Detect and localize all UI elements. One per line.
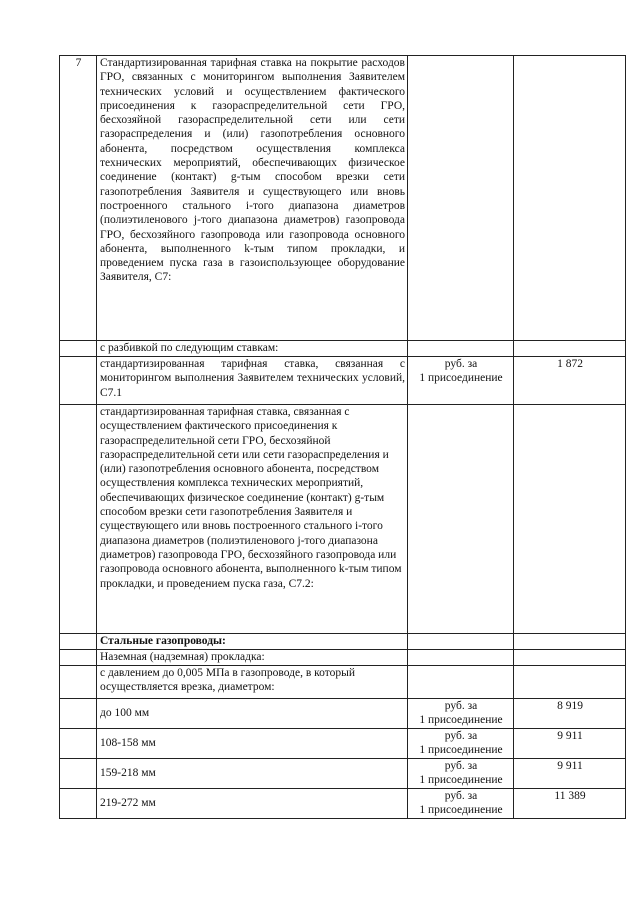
row-number: 7	[60, 56, 97, 341]
number-cell	[60, 650, 97, 666]
table-row	[60, 699, 626, 729]
row-description: 159-218 мм	[97, 759, 408, 789]
row-description: стандартизированная тарифная ставка, связанная с осуществлением фактического присоединения к газораспределительной сети ГРО, бесхозяйной газораспределительной сети или сети газораспределения и (или) газопотребления основного абонента, посредством осуществления комплекса технических мероприятий, обеспечивающих физическое соединение (контакт) g-тым способом врезки сети газопотребления Заявителя и существующего или вновь построенного стального i-того диапазона диаметров (полиэтиленового j-того диапазона диаметров) газопровода ГРО, бесхозяйного газопровода или газопровода основного абонента, выполненного k-тым типом прокладки, и проведением пуска газа, С7.2:	[97, 405, 408, 634]
unit-label: 1 присоединение	[419, 714, 503, 727]
number-cell	[60, 666, 97, 699]
number-cell	[60, 634, 97, 650]
unit-label: руб. за	[444, 760, 478, 772]
value-cell	[514, 405, 626, 634]
number-cell	[60, 759, 97, 789]
section-heading: Стальные газопроводы:	[97, 634, 408, 650]
unit-cell	[408, 650, 514, 666]
unit-label: 1 присоединение	[419, 774, 503, 787]
value-cell	[514, 666, 626, 699]
row-description: с разбивкой по следующим ставкам:	[97, 341, 408, 357]
value-cell	[514, 341, 626, 357]
unit-label: 1 присоединение	[419, 804, 503, 817]
unit-cell	[408, 729, 514, 759]
table-row	[60, 341, 626, 357]
value-cell	[514, 634, 626, 650]
table-row	[60, 789, 626, 819]
row-description: 219-272 мм	[97, 789, 408, 819]
value-cell	[514, 650, 626, 666]
number-cell	[60, 789, 97, 819]
number-cell	[60, 341, 97, 357]
unit-label: 1 присоединение	[419, 744, 503, 757]
unit-cell	[408, 56, 514, 341]
unit-label: руб. за	[444, 358, 478, 370]
unit-label: 1 присоединение	[419, 372, 503, 385]
unit-label: руб. за	[444, 790, 478, 802]
unit-cell	[408, 357, 514, 405]
unit-cell	[408, 341, 514, 357]
row-description: стандартизированная тарифная ставка, связанная с мониторингом выполнения Заявителем технических условий, С7.1	[97, 357, 408, 405]
row-description: до 100 мм	[97, 699, 408, 729]
number-cell	[60, 357, 97, 405]
number-cell	[60, 405, 97, 634]
value-cell: 9 911	[514, 729, 626, 759]
unit-cell	[408, 759, 514, 789]
row-description: Стандартизированная тарифная ставка на покрытие расходов ГРО, связанных с мониторингом выполнения Заявителем технических условий и осуществлением фактического присоединения к газораспределительной сети ГРО, бесхозяйной газораспределительной сети или сети газораспределения и (или) газопотребления основного абонента, посредством осуществления комплекса технических мероприятий, обеспечивающих физическое соединение (контакт) g-тым способом врезки сети газопотребления Заявителя и существующего или вновь построенного стального i-того диапазона диаметров (полиэтиленового j-того диапазона диаметров) газопровода ГРО, бесхозяйного газопровода или газопровода основного абонента, выполненного k-тым типом прокладки, и проведением пуска газа в газоиспользующее оборудование Заявителя, С7:	[97, 56, 408, 341]
row-description: 108-158 мм	[97, 729, 408, 759]
unit-label: руб. за	[444, 700, 478, 712]
value-cell: 1 872	[514, 357, 626, 405]
table-row	[60, 405, 626, 634]
number-cell	[60, 729, 97, 759]
row-description: с давлением до 0,005 МПа в газопроводе, в который осуществляется врезка, диаметром:	[97, 666, 408, 699]
unit-cell	[408, 789, 514, 819]
unit-cell	[408, 634, 514, 650]
row-description: Наземная (надземная) прокладка:	[97, 650, 408, 666]
table-row	[60, 759, 626, 789]
unit-cell	[408, 666, 514, 699]
value-cell: 8 919	[514, 699, 626, 729]
table-row	[60, 666, 626, 699]
table-row	[60, 56, 626, 341]
table-row	[60, 729, 626, 759]
table-row	[60, 634, 626, 650]
value-cell: 11 389	[514, 789, 626, 819]
unit-cell	[408, 699, 514, 729]
unit-label: руб. за	[444, 730, 478, 742]
tariff-table	[59, 55, 626, 819]
table-row	[60, 357, 626, 405]
number-cell	[60, 699, 97, 729]
value-cell: 9 911	[514, 759, 626, 789]
value-cell	[514, 56, 626, 341]
table-row	[60, 650, 626, 666]
unit-cell	[408, 405, 514, 634]
